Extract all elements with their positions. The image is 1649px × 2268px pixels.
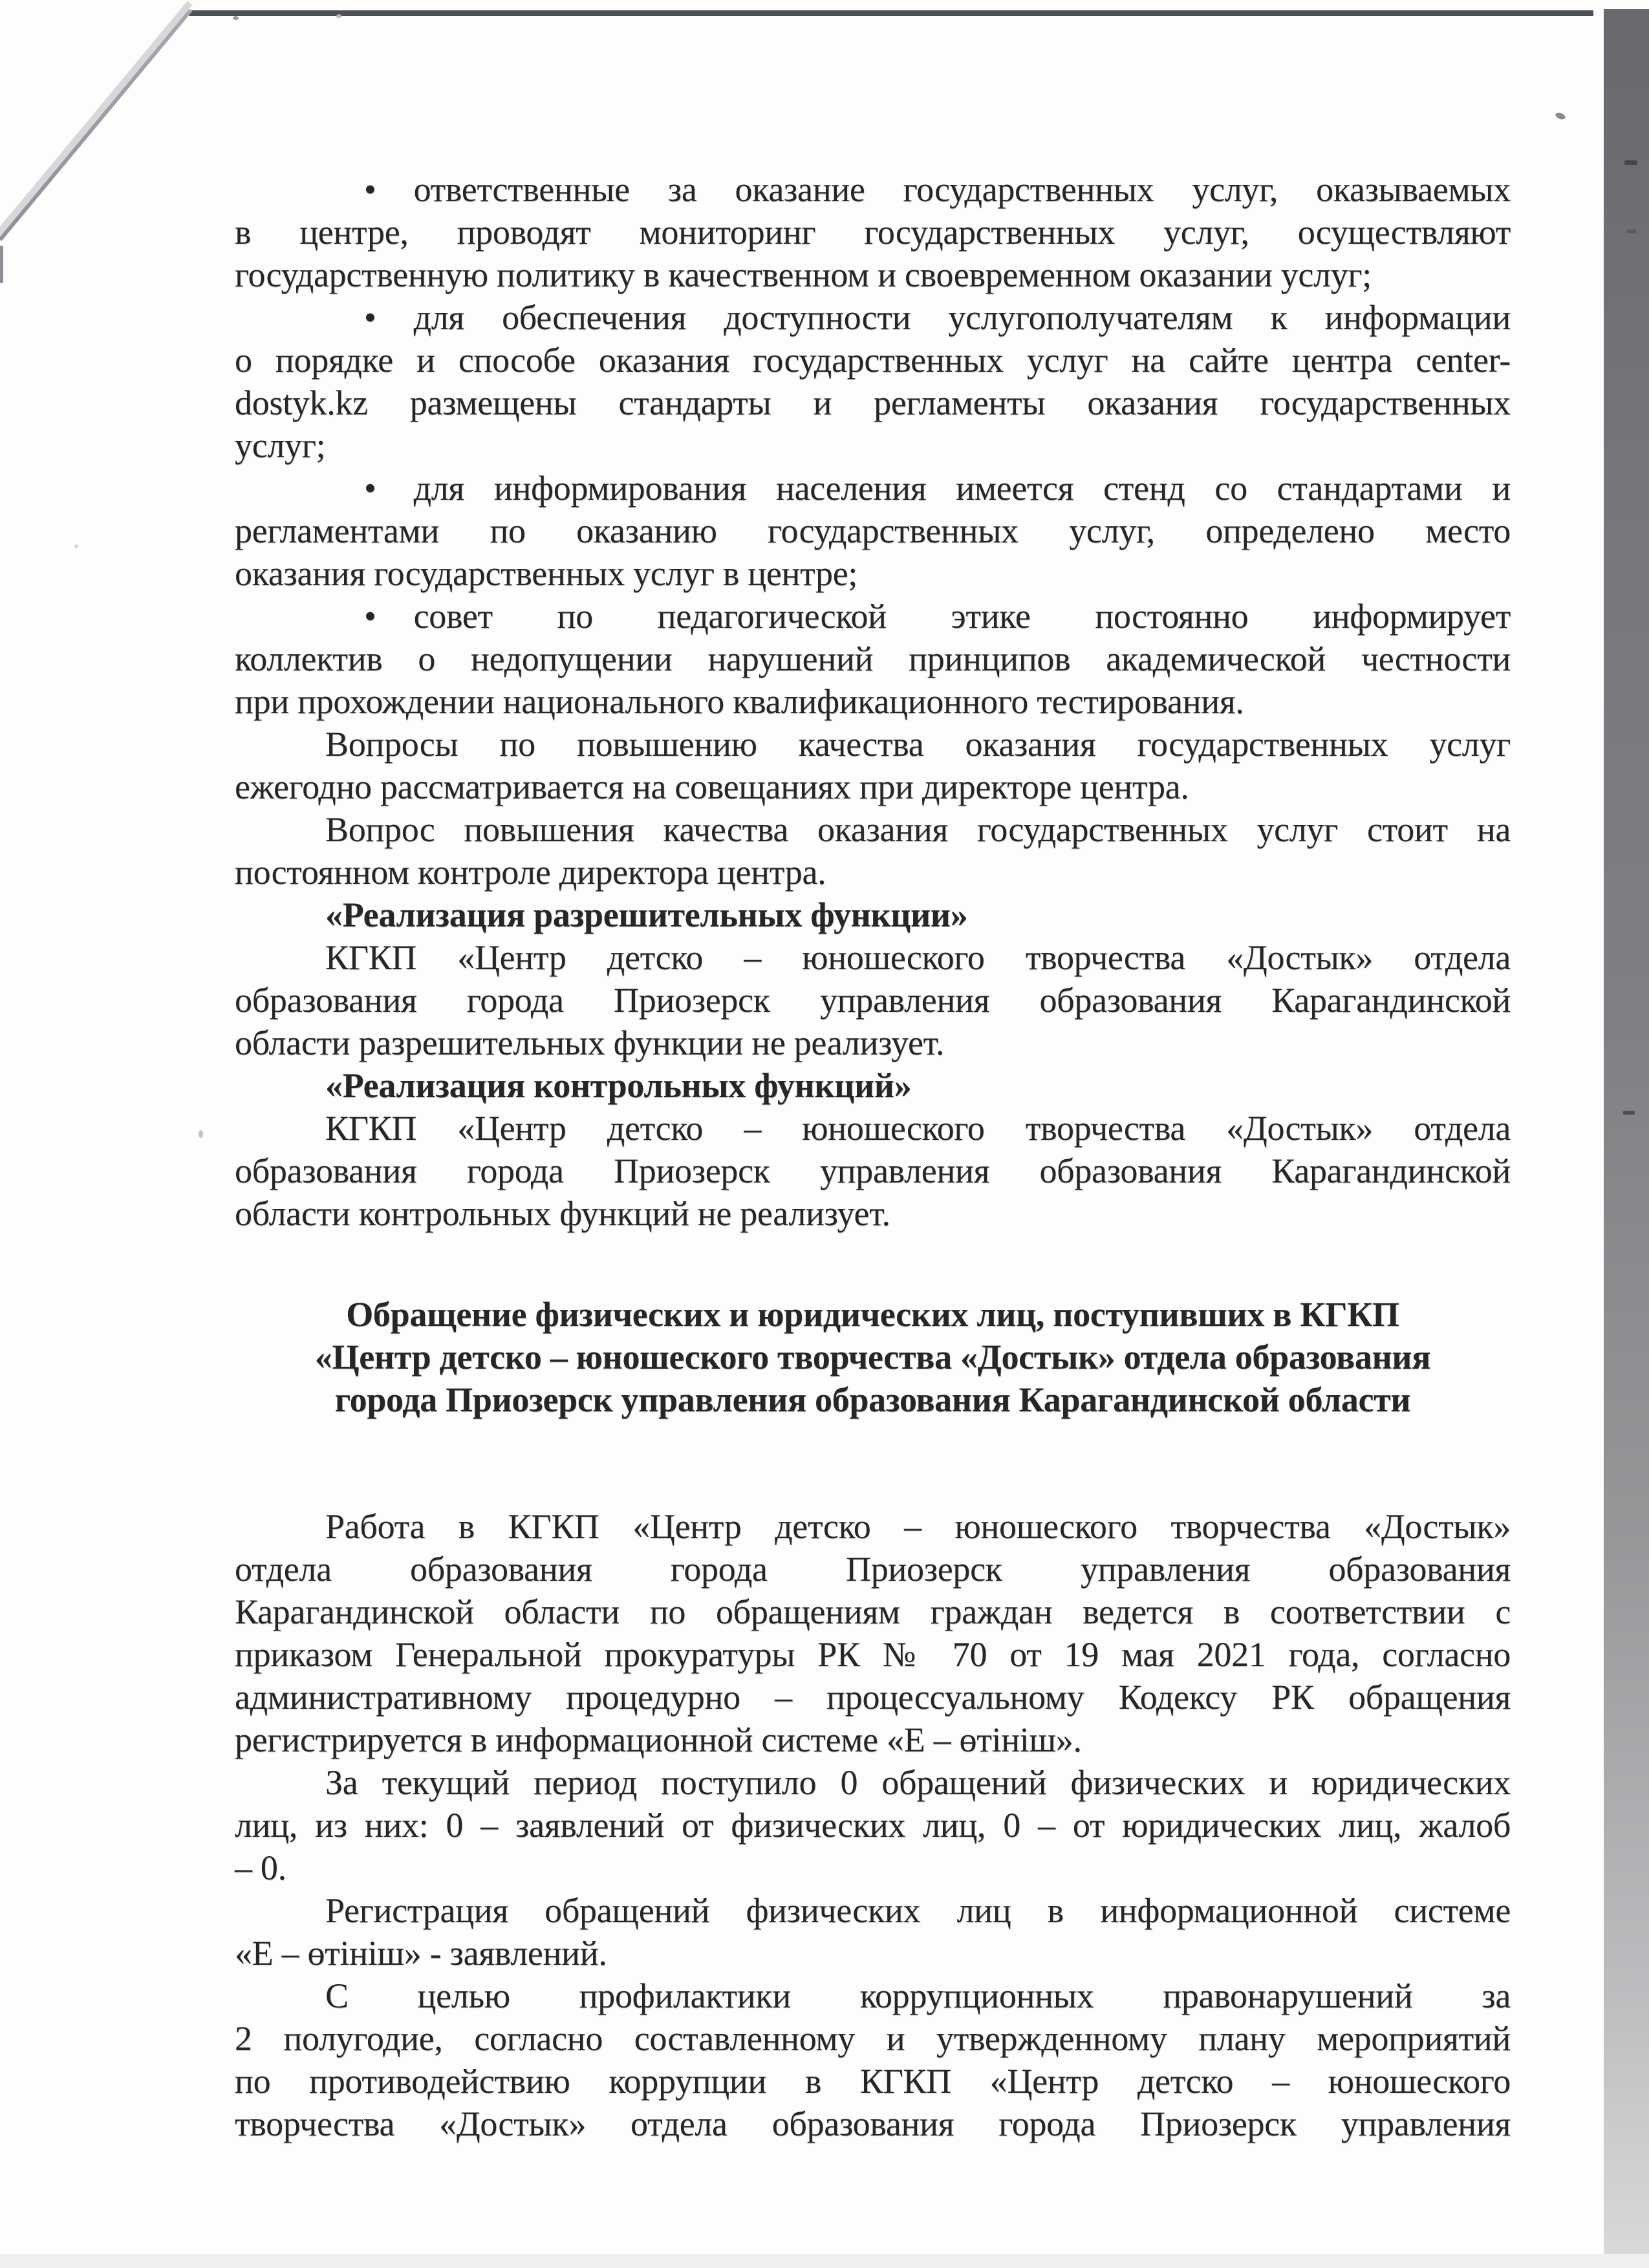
scan-speck (233, 16, 239, 20)
paragraph (235, 1761, 1511, 1889)
scan-right-edge-shadow (1604, 9, 1649, 2260)
text-line: коллектив о недопущении нарушений принципов академической честности (235, 639, 1511, 678)
scan-bottom-edge-band (0, 2254, 1649, 2268)
text-line: постоянном контроле директора центра. (235, 853, 826, 892)
scan-speck (336, 14, 341, 18)
text-line: лиц, из них: 0 – заявлений от физических лиц, 0 – от юридических лиц, жалоб (235, 1806, 1511, 1845)
text-line: «Центр детско – юношеского творчества «Достык» отдела образования (314, 1338, 1431, 1376)
paragraph (235, 723, 1511, 808)
scan-top-edge-line (189, 10, 1593, 16)
indent-spacer (235, 840, 325, 841)
text-line: Карагандинской области по обращениям граждан ведется в соответствии с (235, 1592, 1511, 1631)
indent-spacer (376, 499, 414, 500)
paragraph (235, 893, 1511, 936)
text-line: Вопросы по повышению качества оказания государственных услуг (235, 723, 1511, 765)
bullet-icon: • (364, 170, 376, 209)
text-line: • для обеспечения доступности услугополучателям к информации (235, 296, 1511, 339)
text-line: регламентами по оказанию государственных услуг, определено место (235, 511, 1511, 550)
indent-spacer (235, 328, 364, 329)
scan-corner-fold-line (0, 9, 192, 241)
text-line: • ответственные за оказание государственных услуг, оказываемых (235, 168, 1511, 211)
indent-spacer (235, 499, 364, 500)
scan-speck (1624, 160, 1637, 165)
text-line: о порядке и способе оказания государственных услуг на сайте центра center- (235, 341, 1511, 380)
paragraph (235, 1505, 1511, 1761)
text-line: «Е – өтініш» - заявлений. (235, 1934, 607, 1973)
indent-spacer (235, 968, 325, 969)
paragraph (235, 1107, 1511, 1235)
text-line: dostyk.kz размещены стандарты и регламенты оказания государственных (235, 383, 1511, 422)
text-line: области контрольных функций не реализует. (235, 1194, 890, 1233)
text-line: творчества «Достык» отдела образования города Приозерск управления (235, 2104, 1511, 2143)
text-line: услуг; (235, 426, 326, 465)
text-line: КГКП «Центр детско – юношеского творчества «Достык» отдела (235, 1107, 1511, 1150)
document-body (235, 168, 1511, 2145)
paragraph (235, 1889, 1511, 1974)
text-line: 2 полугодие, согласно составленному и утвержденному плану мероприятий (235, 2019, 1511, 2058)
text-line: оказания государственных услуг в центре; (235, 554, 858, 593)
indent-spacer (235, 755, 325, 756)
text-line: – 0. (235, 1848, 286, 1887)
scan-speck (74, 544, 78, 548)
text-line: Обращение физических и юридических лиц, поступивших в КГКП (346, 1295, 1399, 1334)
text-line: по противодействию коррупции в КГКП «Центр детско – юношеского (235, 2062, 1511, 2101)
bullet-icon: • (364, 298, 376, 337)
text-line: в центре, проводят мониторинг государственных услуг, осуществляют (235, 213, 1511, 251)
text-line: За текущий период поступило 0 обращений физических и юридических (235, 1761, 1511, 1804)
paragraph (235, 467, 1511, 595)
text-line: Работа в КГКП «Центр детско – юношеского творчества «Достык» (235, 1505, 1511, 1548)
paragraph (235, 1974, 1511, 2145)
text-line: отдела образования города Приозерск управления образования (235, 1550, 1511, 1589)
bullet-icon: • (364, 597, 376, 636)
bullet-icon: • (364, 469, 376, 508)
text-line: С целью профилактики коррупционных правонарушений за (235, 1974, 1511, 2017)
scan-speck (1623, 1111, 1635, 1115)
indent-spacer (235, 1537, 325, 1538)
indent-spacer (376, 328, 414, 329)
paragraph (235, 1064, 1511, 1107)
text-line: • совет по педагогической этике постоянно информирует (235, 595, 1511, 637)
scan-speck (1555, 112, 1566, 121)
scan-speck (199, 1130, 203, 1138)
indent-spacer (235, 1793, 325, 1794)
text-line: Регистрация обращений физических лиц в информационной системе (235, 1889, 1511, 1932)
text-line: ежегодно рассматривается на совещаниях при директоре центра. (235, 767, 1189, 806)
text-line: Вопрос повышения качества оказания государственных услуг стоит на (235, 808, 1511, 851)
indent-spacer (376, 627, 414, 628)
paragraph (235, 595, 1511, 723)
indent-spacer (235, 1921, 325, 1922)
indent-spacer (235, 627, 364, 628)
scan-left-edge-mark (0, 246, 3, 283)
scan-speck (1627, 230, 1636, 233)
text-line: образования города Приозерск управления образования Карагандинской (235, 1151, 1511, 1190)
text-line: административному процедурно – процессуальному Кодексу РК обращения (235, 1678, 1511, 1717)
paragraph (235, 808, 1511, 893)
text-line: города Приозерск управления образования Карагандинской области (334, 1380, 1411, 1419)
text-line: области разрешительных функции не реализует. (235, 1023, 945, 1062)
paragraph (235, 168, 1511, 296)
text-line: «Реализация контрольных функций» (235, 1064, 1511, 1107)
section-heading (235, 1293, 1511, 1421)
indent-spacer (376, 200, 414, 201)
text-line: • для информирования населения имеется стенд со стандартами и (235, 467, 1511, 509)
text-line: регистрируется в информационной системе «Е – өтініш». (235, 1720, 1082, 1759)
text-line: при прохождении национального квалификационного тестирования. (235, 682, 1244, 721)
indent-spacer (235, 200, 364, 201)
text-line: образования города Приозерск управления образования Карагандинской (235, 981, 1511, 1020)
text-line: «Реализация разрешительных функции» (235, 893, 1511, 936)
paragraph (235, 936, 1511, 1064)
text-line: КГКП «Центр детско – юношеского творчества «Достык» отдела (235, 936, 1511, 979)
text-line: государственную политику в качественном и своевременном оказании услуг; (235, 255, 1372, 294)
paragraph (235, 296, 1511, 467)
indent-spacer (235, 1139, 325, 1140)
text-line: приказом Генеральной прокуратуры РК № 70 от 19 мая 2021 года, согласно (235, 1635, 1511, 1674)
